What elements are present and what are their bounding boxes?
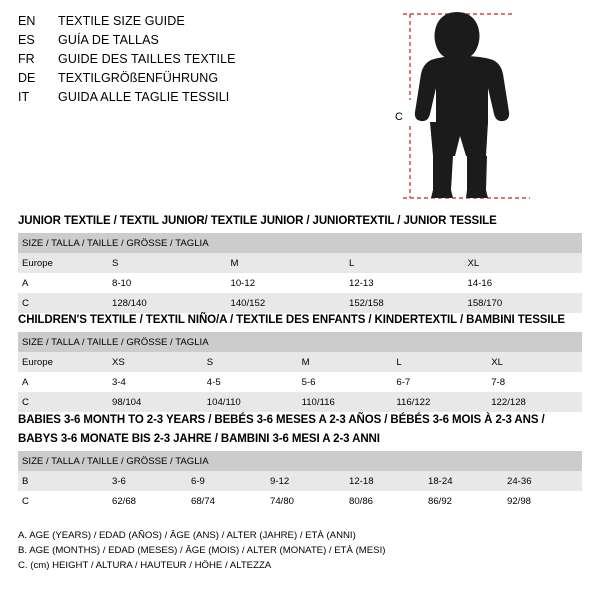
language-code: IT xyxy=(18,90,30,104)
cell: 116/122 xyxy=(392,392,487,412)
cell: 74/80 xyxy=(266,491,345,511)
cell: 5-6 xyxy=(298,372,393,392)
language-row xyxy=(18,90,348,109)
cell: S xyxy=(108,253,227,273)
section-title: CHILDREN'S TEXTILE / TEXTIL NIÑO/A / TEXTILE DES ENFANTS / KINDERTEXTIL / BAMBINI TESSILE xyxy=(18,314,565,326)
cell: 122/128 xyxy=(487,392,582,412)
cell: 24-36 xyxy=(503,471,582,491)
row-label: C xyxy=(18,293,108,313)
babies-size-table xyxy=(18,451,582,511)
language-row xyxy=(18,71,348,90)
cell: 7-8 xyxy=(487,372,582,392)
cell: 86/92 xyxy=(424,491,503,511)
table-row xyxy=(18,293,582,313)
table-header-label: SIZE / TALLA / TAILLE / GRÖSSE / TAGLIA xyxy=(18,332,582,352)
cell: 12-13 xyxy=(345,273,464,293)
footnote-c: C. (cm) HEIGHT / ALTURA / HAUTEUR / HÖHE / ALTEZZA xyxy=(18,560,272,571)
language-row xyxy=(18,14,348,33)
footnote-b: B. AGE (MONTHS) / EDAD (MESES) / ÂGE (MOIS) / ALTER (MONATE) / ETÀ (MESI) xyxy=(18,545,386,556)
cell: 152/158 xyxy=(345,293,464,313)
table-row xyxy=(18,372,582,392)
babies-textile-section xyxy=(18,413,582,511)
children-textile-section xyxy=(18,313,582,412)
row-label: B xyxy=(18,471,108,491)
row-label: C xyxy=(18,491,108,511)
table-row xyxy=(18,352,582,372)
cell: 62/68 xyxy=(108,491,187,511)
table-row xyxy=(18,491,582,511)
table-row xyxy=(18,392,582,412)
language-title: GUÍA DE TALLAS xyxy=(58,33,159,47)
table-row xyxy=(18,273,582,293)
cell: M xyxy=(227,253,346,273)
cell: 18-24 xyxy=(424,471,503,491)
cell: 92/98 xyxy=(503,491,582,511)
cell: 110/116 xyxy=(298,392,393,412)
children-size-table xyxy=(18,332,582,412)
cell: XL xyxy=(464,253,583,273)
cell: 10-12 xyxy=(227,273,346,293)
language-code: FR xyxy=(18,52,35,66)
cell: M xyxy=(298,352,393,372)
table-header-row xyxy=(18,451,582,471)
language-row xyxy=(18,33,348,52)
cell: 6-9 xyxy=(187,471,266,491)
table-header-label: SIZE / TALLA / TAILLE / GRÖSSE / TAGLIA xyxy=(18,451,582,471)
row-label: Europe xyxy=(18,253,108,273)
cell: S xyxy=(203,352,298,372)
cell: 128/140 xyxy=(108,293,227,313)
table-row xyxy=(18,471,582,491)
row-label: A xyxy=(18,273,108,293)
language-code: EN xyxy=(18,14,36,28)
cell: L xyxy=(392,352,487,372)
cell: 9-12 xyxy=(266,471,345,491)
cell: L xyxy=(345,253,464,273)
row-label: Europe xyxy=(18,352,108,372)
language-title: TEXTILGRÖßENFÜHRUNG xyxy=(58,71,219,85)
junior-size-table xyxy=(18,233,582,313)
section-title: JUNIOR TEXTILE / TEXTIL JUNIOR/ TEXTILE JUNIOR / JUNIORTEXTIL / JUNIOR TESSILE xyxy=(18,215,497,227)
row-label: C xyxy=(18,392,108,412)
table-header-row xyxy=(18,233,582,253)
language-header-list xyxy=(18,14,348,109)
cell: 3-6 xyxy=(108,471,187,491)
table-header-label: SIZE / TALLA / TAILLE / GRÖSSE / TAGLIA xyxy=(18,233,582,253)
cell: 8-10 xyxy=(108,273,227,293)
cell: XL xyxy=(487,352,582,372)
footnotes xyxy=(18,528,582,573)
cell: 14-16 xyxy=(464,273,583,293)
height-measure-label: C xyxy=(395,111,403,123)
cell: XS xyxy=(108,352,203,372)
language-code: DE xyxy=(18,71,36,85)
language-title: TEXTILE SIZE GUIDE xyxy=(58,14,185,28)
row-label: A xyxy=(18,372,108,392)
cell: 98/104 xyxy=(108,392,203,412)
measurement-figure xyxy=(395,8,580,203)
cell: 3-4 xyxy=(108,372,203,392)
section-title-line2: BABYS 3-6 MONATE BIS 2-3 JAHRE / BAMBINI 3-6 MESI A 2-3 ANNI xyxy=(18,433,380,445)
cell: 104/110 xyxy=(203,392,298,412)
cell: 140/152 xyxy=(227,293,346,313)
cell: 4-5 xyxy=(203,372,298,392)
language-code: ES xyxy=(18,33,35,47)
table-row xyxy=(18,253,582,273)
toddler-silhouette-icon xyxy=(395,8,580,203)
language-title: GUIDA ALLE TAGLIE TESSILI xyxy=(58,90,230,104)
cell: 158/170 xyxy=(464,293,583,313)
cell: 12-18 xyxy=(345,471,424,491)
cell: 80/86 xyxy=(345,491,424,511)
junior-textile-section xyxy=(18,214,582,313)
language-title: GUIDE DES TAILLES TEXTILE xyxy=(58,52,236,66)
section-title-line1: BABIES 3-6 MONTH TO 2-3 YEARS / BEBÉS 3-6 MESES A 2-3 AÑOS / BÉBÉS 3-6 MOIS À 2-3 ANS / xyxy=(18,414,545,426)
cell: 6-7 xyxy=(392,372,487,392)
footnote-a: A. AGE (YEARS) / EDAD (AÑOS) / ÂGE (ANS) / ALTER (JAHRE) / ETÀ (ANNI) xyxy=(18,530,356,541)
cell: 68/74 xyxy=(187,491,266,511)
table-header-row xyxy=(18,332,582,352)
language-row xyxy=(18,52,348,71)
